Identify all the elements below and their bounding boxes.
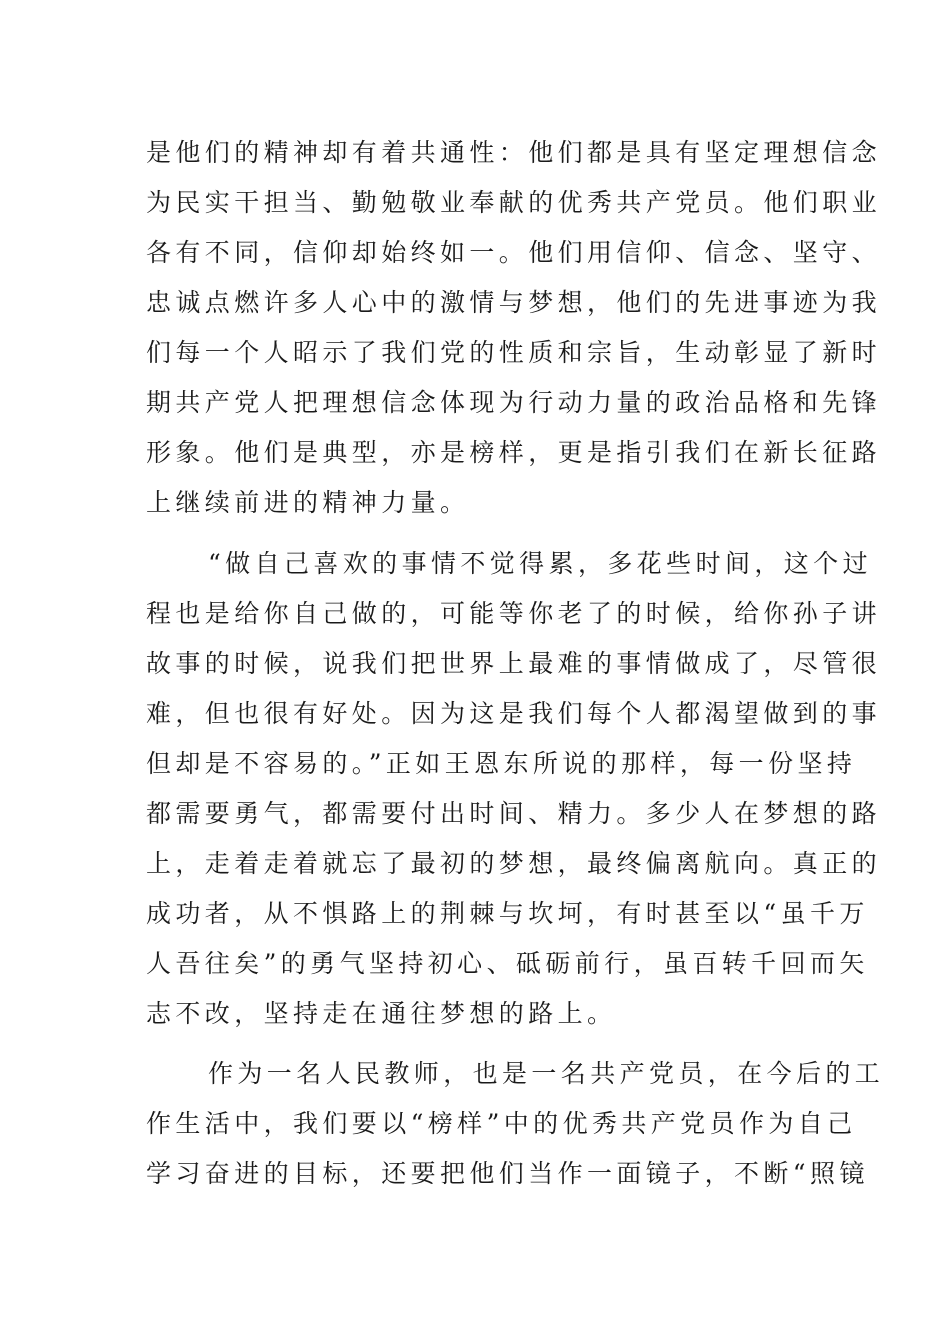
paragraph-2-line-10: 志不改，坚持走在通往梦想的路上。 — [146, 999, 617, 1028]
paragraph-1-line-1: 是他们的精神却有着共通性：他们都是具有坚定理想信念 — [146, 138, 882, 167]
paragraph-2-line-9: 人吾往矣”的勇气坚持初心、砥砺前行，虽百转千回而矢 — [146, 949, 869, 978]
paragraph-1-line-6: 期共产党人把理想信念体现为行动力量的政治品格和先锋 — [146, 388, 882, 417]
paragraph-2-line-1: “做自己喜欢的事情不觉得累，多花些时间，这个过 — [208, 549, 872, 578]
paragraph-1-line-4: 忠诚点燃许多人心中的激情与梦想，他们的先进事迹为我 — [146, 288, 882, 317]
paragraph-3-line-2: 作生活中，我们要以“榜样”中的优秀共产党员作为自己 — [146, 1109, 857, 1138]
paragraph-2-line-7: 上，走着走着就忘了最初的梦想，最终偏离航向。真正的 — [146, 849, 882, 878]
paragraph-2-line-2: 程也是给你自己做的，可能等你老了的时候，给你孙子讲 — [146, 599, 882, 628]
paragraph-2-line-5: 但却是不容易的。”正如王恩东所说的那样，每一份坚持 — [146, 749, 857, 778]
paragraph-1-line-8: 上继续前进的精神力量。 — [146, 488, 470, 517]
paragraph-2-line-4: 难，但也很有好处。因为这是我们每个人都渴望做到的事 — [146, 699, 882, 728]
paragraph-2-line-3: 故事的时候，说我们把世界上最难的事情做成了，尽管很 — [146, 649, 882, 678]
paragraph-1-line-2: 为民实干担当、勤勉敬业奉献的优秀共产党员。他们职业 — [146, 188, 882, 217]
paragraph-1-line-5: 们每一个人昭示了我们党的性质和宗旨，生动彰显了新时 — [146, 338, 882, 367]
paragraph-2-line-6: 都需要勇气，都需要付出时间、精力。多少人在梦想的路 — [146, 799, 882, 828]
paragraph-3-line-3: 学习奋进的目标，还要把他们当作一面镜子，不断“照镜 — [146, 1159, 869, 1188]
paragraph-1-line-3: 各有不同，信仰却始终如一。他们用信仰、信念、坚守、 — [146, 238, 882, 267]
paragraph-2-line-8: 成功者，从不惧路上的荆棘与坎坷，有时甚至以“虽千万 — [146, 899, 869, 928]
paragraph-3-line-1: 作为一名人民教师，也是一名共产党员，在今后的工 — [208, 1059, 885, 1088]
paragraph-1-line-7: 形象。他们是典型，亦是榜样，更是指引我们在新长征路 — [146, 438, 882, 467]
